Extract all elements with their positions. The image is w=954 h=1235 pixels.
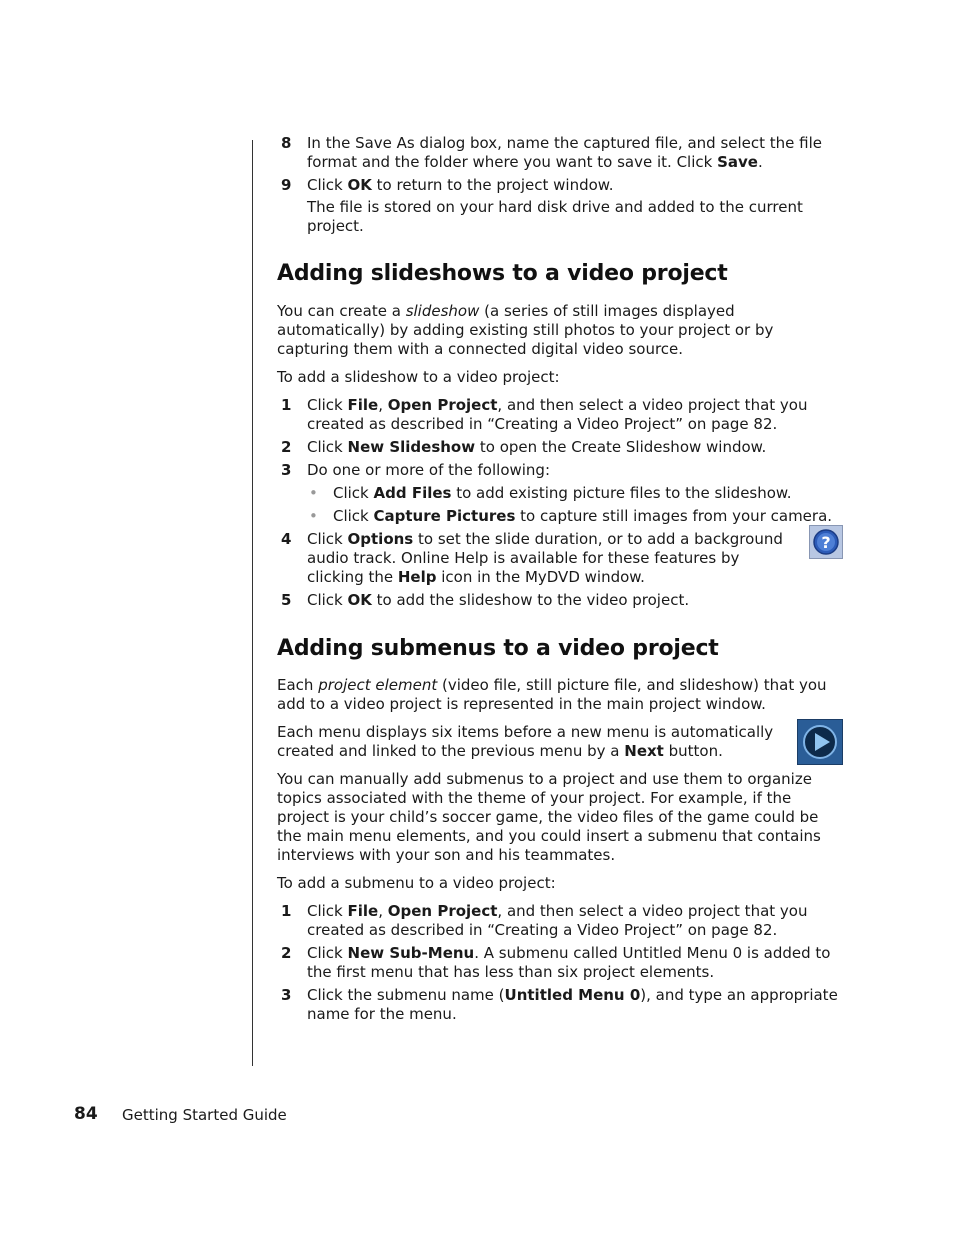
- heading-submenus: Adding submenus to a video project: [277, 636, 719, 661]
- bullet-dot-icon: •: [309, 507, 318, 525]
- next-play-icon: [797, 719, 843, 765]
- slideshow-step-1: 1 Click File, Open Project, and then select a video project that you created as described in “Creating a Video Project” on page 82.: [281, 396, 808, 433]
- step-note: The file is stored on your hard disk drive and added to the current project.: [307, 198, 803, 235]
- step-number: 8: [281, 134, 292, 152]
- svg-text:?: ?: [821, 533, 831, 552]
- slideshow-step-2: 2 Click New Slideshow to open the Create Slideshow window.: [281, 438, 767, 456]
- step-9: 9 Click OK to return to the project window. The file is stored on your hard disk drive and added to the current project.: [277, 176, 843, 236]
- slideshow-lead: To add a slideshow to a video project:: [277, 368, 560, 386]
- submenu-step-2: 2 Click New Sub-Menu. A submenu called Untitled Menu 0 is added to the first menu that has less than six project elements.: [281, 944, 831, 981]
- ui-term-save: Save: [717, 153, 758, 171]
- step-number: 9: [281, 176, 292, 194]
- margin-rule: [252, 140, 253, 1066]
- ui-term-ok: OK: [347, 176, 372, 194]
- help-question-icon: [809, 525, 843, 559]
- heading-slideshows: Adding slideshows to a video project: [277, 261, 728, 286]
- page-number: 84: [74, 1104, 98, 1124]
- footer-title: Getting Started Guide: [122, 1106, 287, 1124]
- submenu-step-1: 1 Click File, Open Project, and then select a video project that you created as described in “Creating a Video Project” on page 82.: [281, 902, 808, 939]
- slideshow-step-5: 5 Click OK to add the slideshow to the video project.: [281, 591, 690, 609]
- submenu-lead: To add a submenu to a video project:: [277, 874, 556, 892]
- slideshow-intro: You can create a slideshow (a series of still images displayed automatically) by adding existing still photos to your project or by capturing them with a connected digital video source.: [277, 302, 774, 358]
- submenu-step-3: 3 Click the submenu name (Untitled Menu 0), and type an appropriate name for the menu.: [281, 986, 838, 1023]
- slideshow-step-4: 4 Click Options to set the slide duration, or to add a background audio track. Online Help is available for these features by clicking the Help icon in the MyDVD window. ?: [277, 530, 843, 587]
- page-content: [277, 134, 843, 1028]
- submenu-p2: Each menu displays six items before a new menu is automatically created and linked to the previous menu by a Next button.: [277, 723, 843, 761]
- bullet-capture-pictures: • Click Capture Pictures to capture still images from your camera.: [309, 507, 833, 525]
- bullet-dot-icon: •: [309, 484, 318, 502]
- submenu-p1: Each project element (video file, still picture file, and slideshow) that you add to a video project is represented in the main project window.: [277, 676, 827, 713]
- step-8: 8 In the Save As dialog box, name the captured file, and select the file format and the folder where you want to save it. Click Save.: [281, 134, 823, 171]
- slideshow-step-3: 3 Do one or more of the following:: [281, 461, 551, 479]
- bullet-add-files: • Click Add Files to add existing picture files to the slideshow.: [309, 484, 792, 502]
- submenu-p3: You can manually add submenus to a project and use them to organize topics associated with the theme of your project. For example, if the project is your child’s soccer game, the video files of the game could be the main menu elements, and you could insert a submenu that contains interviews with your son and his teammates.: [277, 770, 821, 864]
